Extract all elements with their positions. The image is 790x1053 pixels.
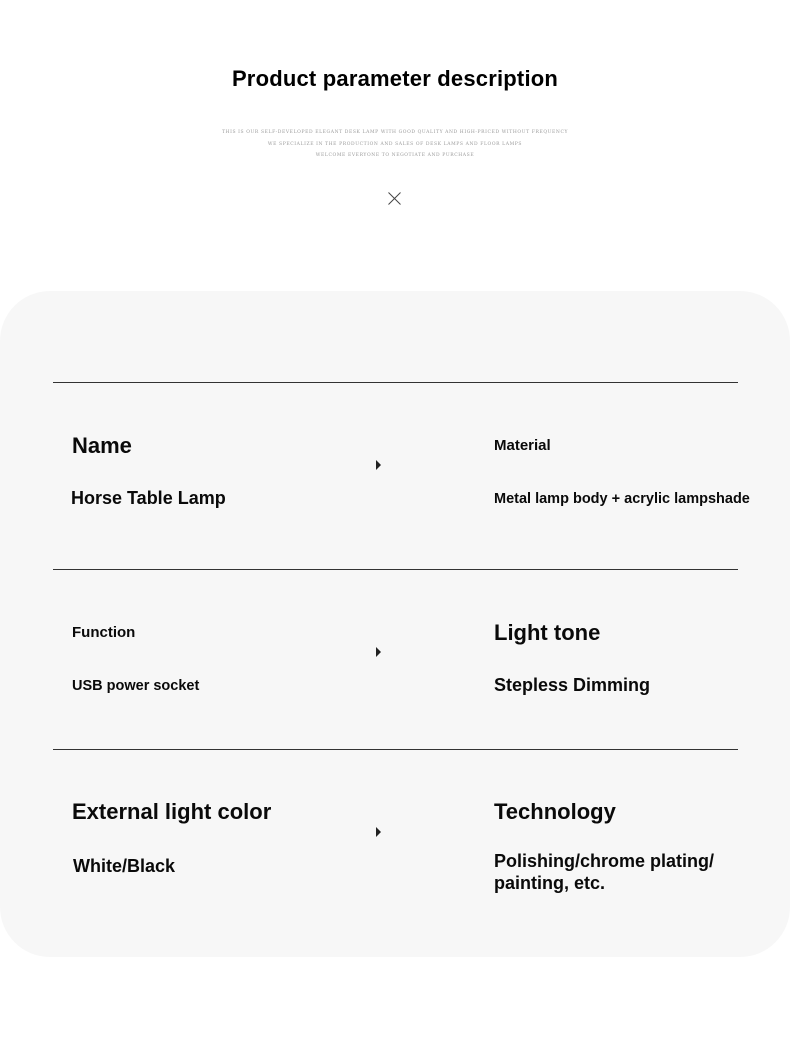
param-name-label: Name — [72, 433, 132, 458]
param-material-value: Metal lamp body + acrylic lampshade — [494, 491, 750, 507]
parameter-card — [0, 291, 790, 957]
param-technology-label: Technology — [494, 799, 616, 824]
close-icon — [387, 191, 402, 206]
param-material-label: Material — [494, 437, 551, 454]
subtext-line-2: WE SPECIALIZE IN THE PRODUCTION AND SALES OF DESK LAMPS AND FLOOR LAMPS — [267, 142, 523, 147]
param-light-tone-label: Light tone — [494, 620, 601, 645]
param-light-tone-value: Stepless Dimming — [494, 675, 651, 695]
param-function-value: USB power socket — [72, 678, 200, 694]
subtext-line-3: WELCOME EVERYONE TO NEGOTIATE AND PURCHASE — [315, 153, 475, 158]
page-title: Product parameter description — [231, 66, 559, 91]
param-name-value: Horse Table Lamp — [71, 488, 226, 508]
divider-top — [53, 382, 738, 383]
param-function-label: Function — [72, 624, 136, 641]
arrow-right-icon — [376, 647, 381, 657]
subtext-line-1: THIS IS OUR SELF-DEVELOPED ELEGANT DESK LAMP WITH GOOD QUALITY AND HIGH-PRICED WITHOUT FREQUENCY — [221, 130, 569, 135]
param-technology-value: Polishing/chrome plating/ painting, etc. — [494, 851, 715, 893]
param-external-light-color-label: External light color — [72, 799, 272, 824]
divider-2 — [53, 749, 738, 750]
arrow-right-icon — [376, 827, 381, 837]
arrow-right-icon — [376, 460, 381, 470]
divider-1 — [53, 569, 738, 570]
param-external-light-color-value: White/Black — [73, 856, 176, 876]
